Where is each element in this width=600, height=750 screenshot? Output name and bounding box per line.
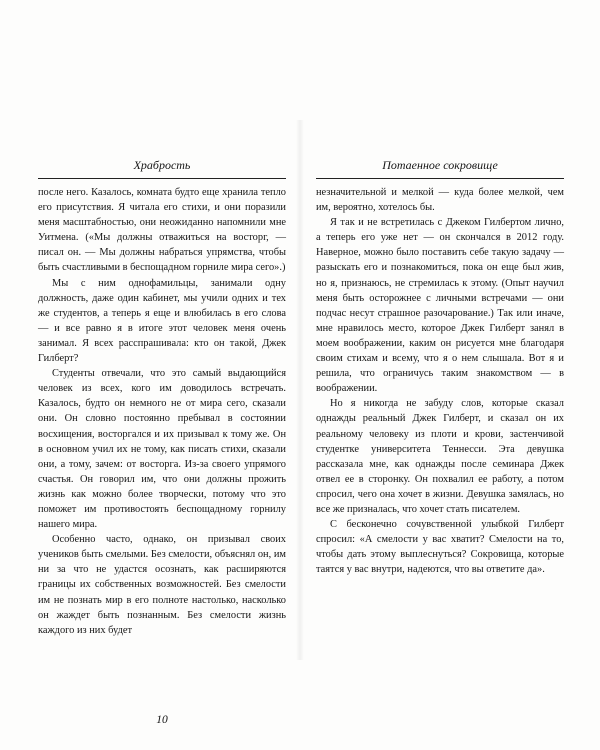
right-paragraph-2: Я так и не встретилась с Джеком Гилбертом лично, а теперь его уже нет — он скончался в 2012 году. Наверное, можно было поставить себе такую задачу — разыскать его и познакомиться, пока он еще был жив, но я, признаюсь, не стремилась к этому. (Опыт научил меня быть осторожнее с личными встречами — они подчас несут страшное разочарование.) Так или иначе, мне нравилось место, которое Джек Гилберт занял в моем воображении, каким он рисуется мне благодаря своим стихам и всему, что я о нем слышала. Вот я и решила, что ограничусь таким знакомством — в воображении. <box>316 217 564 395</box>
left-paragraph-3: Студенты отвечали, что это самый выдающийся человек из всех, кого им доводилось встречать. Казалось, будто он немного не от мира сего, сказали они. Он словно постоянно пребывал в состоянии восхищения, восторгался и их призывал к тому же. Он в основном учил их не тому, как писать стихи, сказали они, а тому, зачем: от восторга. Из-за своего упрямого счастья. Он говорил им, что они должны прожить жизнь как можно более творчески, потому что это поможет им противостоять беспощадному горнилу нашего мира. <box>38 368 286 531</box>
page-number: 10 <box>156 714 168 726</box>
right-running-head: Потаенное сокровище <box>316 158 564 179</box>
right-body-text <box>316 185 564 577</box>
left-paragraph-1: после него. Казалось, комната будто еще хранила тепло его присутствия. Я читала его стихи, и они поразили меня масштабностью, они неожиданно напомнили мне Уитмена. («Мы должны отважиться на восторг, — писал он. — Мы должны набраться упрямства, чтобы быть счастливыми в беспощадном горниле мира сего».) <box>38 187 286 274</box>
right-paragraph-1: незначительной и мелкой — куда более мелкой, чем им, вероятно, хотелось бы. <box>316 187 564 214</box>
right-paragraph-4: С бесконечно сочувственной улыбкой Гилберт спросил: «А смелости у вас хватит? Смелости на то, чтобы дать этому выплеснуться? Сокровища, которые таятся у вас внутри, надеются, что вы ответите да». <box>316 519 564 576</box>
left-paragraph-2: Мы с ним однофамильцы, занимали одну должность, даже один кабинет, мы учили одних и тех же студентов, а теперь я еще и влюбилась в его слова — и все равно я в итоге этот человек меня очень занимал. Я всех расспрашивала: кто он такой, Джек Гилберт? <box>38 277 286 365</box>
left-paragraph-4: Особенно часто, однако, он призывал своих учеников быть смелыми. Без смелости, объяснял он, им ни за что не удастся осознать, как расширяются границы их собственных возможностей. Без смелости им не познать мир в его полноте настолько, насколько он жаждет быть познанным. Без смелости жизнь каждого из них будет <box>38 534 286 636</box>
right-paragraph-3: Но я никогда не забуду слов, которые сказал однажды реальный Джек Гилберт, и сказал он их реальному человеку из плоти и крови, застенчивой студентке университета Теннесси. Эта девушка рассказала мне, как однажды после семинара Джек отвел ее в сторонку. Он похвалил ее работу, а потом спросил, чего она хочет в жизни. Девушка замялась, но все же призналась, что хочет стать писателем. <box>316 398 564 515</box>
right-page <box>316 158 564 577</box>
left-body-text <box>38 185 286 638</box>
gutter-shadow <box>296 120 304 660</box>
left-running-head: Храбрость <box>38 158 286 179</box>
left-page <box>38 158 286 726</box>
